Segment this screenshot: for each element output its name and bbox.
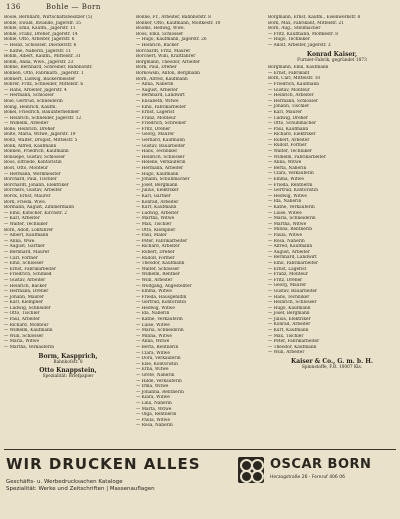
directory-entry: — Bernhard, Landwirt [268, 255, 317, 261]
directory-entry: — Minna, Witwe [136, 333, 172, 339]
directory-entry: — Hermann, Werkmeister [4, 171, 61, 177]
directory-entry: — Grete, Näherin [136, 373, 175, 378]
directory-entry: — Anna, Witwe [136, 339, 170, 345]
directory-entry: — Rudolf, Former [136, 255, 175, 261]
directory-entry: Boing, Heinrich, Kaufm. [4, 104, 57, 110]
directory-entry: Borchardt, Fritz, Maurer [136, 48, 191, 54]
directory-entry: — Anna, Wwe. [4, 238, 36, 244]
directory-entry: — Rudolf, Former [268, 143, 307, 149]
directory-entry: — Carl, Former [4, 255, 38, 261]
ad-block-subtitle: Spinnstoffe, F.R. 10007 Kls. [301, 365, 363, 371]
directory-entry: Boot, Otto, Monteur [4, 166, 48, 172]
directory-entry: — Ernst, Lagerist [268, 266, 307, 272]
directory-entry: — Friedrich, Schmied [4, 272, 52, 278]
directory-entry: Boos, Elfriede, Kontoristin [4, 160, 62, 166]
directory-entry: Bokel, Friedrich, Bauunternehmer [4, 110, 80, 116]
directory-entry: — Johann, Maurer [4, 294, 44, 300]
directory-entry: — Ludwig, Arbeiter [136, 210, 179, 216]
directory-entry: Böhm, Anna, Wwe., Jägerstr. 23 [4, 59, 74, 65]
directory-entry: — Friedrich, Kaufmann [268, 81, 320, 87]
directory-entry: Borchers, Gustav, Arbeiter [4, 188, 62, 194]
directory-entry: — Robert, Arbeiter [268, 137, 310, 143]
directory-entry: — Erna, Witwe [136, 367, 169, 373]
directory-entry: — Hans, Arbeiter, Jägerstr. 4 [4, 87, 67, 93]
directory-entry: — Gertrud, Kontoristin [268, 188, 318, 194]
directory-entry: — Fritz, Kaufmann, Moltkestr. 8 [268, 31, 339, 37]
directory-entry: Borgmann, Ernst, Kaufm., Eisenwerkstr. 8 [268, 15, 361, 20]
directory-entry: — Ludwig, Dreher [268, 115, 308, 121]
directory-entry: — Else, Kontoristin [136, 361, 178, 367]
directory-entry: — Emil, Kutscher, Kirchstr. 2 [4, 210, 67, 216]
column-2 [136, 15, 264, 443]
ad-block-kaiser [268, 51, 396, 64]
directory-entry: Bolte, Maria, Witwe, Jägerstr. 19 [4, 132, 76, 138]
directory-entry: — Ludwig, Schneider [4, 305, 51, 311]
directory-entry: — Heinz, Schlosser, Dieckerstr. 6 [4, 42, 77, 48]
directory-entry: — Johann, Tischler [268, 104, 310, 110]
directory-entry: Bonnen, Friedrich, Kaufmann [4, 149, 69, 155]
directory-entry: Born, Adolf, Lokführer [4, 227, 54, 233]
directory-entry: — Dora, Verkäuferin [136, 356, 181, 362]
directory-entry: — Ida, Näherin [268, 199, 302, 205]
directory-entry: Born, Aug., Stellmacher [268, 26, 321, 32]
directory-entry: — Hedwig, Witwe [136, 305, 175, 311]
directory-entry: — Willi, Arbeiter [136, 277, 173, 283]
directory-entry: — Rosa, Näherin [268, 238, 305, 244]
directory-entry: Bohle, Otto, Arbeiter, Jägerstr. 6 [4, 37, 75, 43]
directory-entry: — Käthe, Verkäuferin [136, 317, 183, 323]
directory-entry: Boie, Gertrud, Schneiderin [4, 98, 63, 104]
running-title: Bohle — Born [46, 3, 101, 11]
directory-entry: — Paula, Witwe [268, 232, 303, 238]
directory-entry: Borgmann, Theodor, Arbeiter [136, 59, 201, 65]
directory-entry: Bohle, Ewald, Invalide, Jägerstr. 35 [4, 20, 81, 26]
directory-entry: — Emil, Schlosser [4, 261, 44, 267]
directory-entry: — Berta, Rentnerin [136, 345, 179, 351]
ad-block-kaiser-co [268, 358, 396, 371]
directory-entry: — Anna, Näherin [136, 82, 174, 88]
directory-entry: — Ernst, Lagerist [136, 110, 175, 116]
directory-entry: Born, Alfred, Kaufmann [136, 76, 188, 82]
directory-entry: Borchardt, Johann, Elektriker [4, 182, 69, 188]
advertisement-printing [6, 455, 234, 493]
directory-entry: Bohnen, Otto, Fabrikarb., Jägerstr. 1 [4, 70, 84, 76]
directory-entry: — Kurt, Kaufmann [136, 205, 177, 211]
directory-entry: — Hugo, Kaufmann [268, 305, 311, 311]
directory-entry: — Käthe, Näherin, Jägerstr. 11 [4, 48, 72, 54]
directory-entry: — Gustav, Arbeiter [4, 277, 46, 283]
directory-entry: Bonsiepe, Gustav, Schlosser [4, 154, 66, 160]
directory-entry: — Gerhard, Kaufmann [136, 138, 185, 144]
directory-entry: — Max, Tischler [268, 333, 304, 339]
directory-entry: — Emil, Fabrikarbeiter [136, 104, 186, 110]
directory-entry: — Klara, Witwe [136, 395, 170, 401]
directory-entry: — August, Arbeiter [268, 249, 310, 255]
directory-entry: — Heinrich, Arbeiter [268, 93, 314, 99]
directory-entry: — Ernst, Fabrikant [268, 70, 310, 76]
directory-entry: — Paul, Maler [136, 233, 167, 239]
directory-entry: — Hans, Techniker [268, 294, 310, 300]
directory-entry: Boltz, Walter, Drogist, Mittelstr. 5 [4, 138, 78, 144]
directory-entry: — Friedrich, Schreiner [136, 121, 187, 127]
ad-block-title: Borm, Kaspprich, [38, 352, 98, 360]
page-header [6, 3, 394, 15]
directory-entry: — Adolf, Arbeiter, Jägerstr. 3 [268, 42, 331, 48]
directory-entry: — Wilhelm, Rentner [136, 272, 180, 278]
directory-entry: Boos, Emil, Schlosser [136, 31, 184, 37]
directory-entry: — Willi, Schlosser [4, 333, 44, 339]
directory-entry: — Rosa, Näherin [136, 423, 173, 429]
directory-entry: — Elisabeth, Witwe [136, 98, 179, 104]
directory-entry: — Paula, Witwe [136, 417, 171, 423]
directory-entry: — Martha, Witwe [136, 216, 175, 222]
directory-entry: — Wilhelm, Kaufmann [4, 328, 53, 334]
directory-entry: — Julius, Elektriker [136, 188, 179, 194]
ad-line: Spezialität: Werke und Zeitschriften | Massenauflagen [6, 486, 155, 492]
directory-entry: — Konrad, Arbeiter [136, 199, 179, 205]
directory-entry: — Karl, Arbeiter [4, 216, 40, 222]
directory-entry: — Minna, Rentnerin [268, 227, 313, 233]
directory-entry: — Hugo, Techniker [268, 37, 310, 43]
directory-entry: — Heinrich, Schlosser [136, 154, 185, 160]
directory-entry: — Max, Tischler [136, 221, 172, 227]
directory-entry: Borchard, Paul, Tischler [4, 177, 57, 183]
directory-entry: Bormann, August, Zimmermann [4, 205, 75, 211]
directory-entry: — Emma, Witwe [136, 289, 172, 295]
directory-entry: — Georg, Maurer [136, 132, 175, 138]
directory-entry: — Hermann, Schlosser [4, 93, 54, 99]
directory-entry: Bohrer, Fritz, Schneider, Mittelstr. 6 [4, 82, 84, 88]
directory-entry: Bolle, Heinrich, Dreher [4, 126, 55, 132]
directory-entry: — Johann, Schuhmacher [136, 177, 190, 183]
directory-entry: — Olga, Rentnerin [136, 412, 177, 418]
ad-block-subtitle: Spezialität: Briefpapier [42, 374, 94, 380]
column-3 [268, 15, 396, 443]
directory-entry: — Theodor, Kaufmann [268, 344, 317, 350]
directory-entry: — Maria, Witwe [4, 339, 40, 345]
directory-entry: — Paul, Kaufmann [268, 126, 309, 132]
ad-block-title: Otto Knappstein, [39, 367, 97, 375]
ad-subline: Herzogstraße 26 · Fernruf 406 06 [270, 475, 345, 480]
directory-entry: — August, Arbeiter [136, 87, 178, 93]
directory-entry: — Maria, Schneiderin [136, 328, 184, 334]
directory-entry: — Peter, Fabrikarbeiter [268, 339, 320, 345]
directory-entry: Bork, Paul, Dreher [136, 65, 177, 71]
directory-entry: — Gustav, Bauarbeiter [268, 288, 318, 294]
directory-entry: — Hugo, Kaufmann [136, 171, 179, 177]
directory-entry: — Albert, Kaufmann [4, 233, 49, 239]
directory-entry: — Käthe, Verkäuferin [268, 205, 315, 210]
ad-block-subtitle: Furnier-Fabrik, gegründet 1873 [297, 57, 367, 63]
column-1 [4, 15, 132, 443]
printer-logo-icon [238, 457, 264, 483]
ad-block-title: Kaiser & Co., G. m. b. H. [290, 358, 374, 366]
directory-entry: — August, Gärtner [4, 244, 45, 250]
directory-entry: — Wilhelm, Fabrikarbeiter [268, 154, 326, 160]
directory-entry: — Wilhelm, Arbeiter [4, 121, 49, 127]
directory-entry: — Maria, Schneiderin [268, 216, 316, 222]
directory-entry: — Konrad, Arbeiter [268, 322, 311, 328]
directory-entry: — Franz, Monteur [136, 115, 176, 121]
directory-entry: — Berta, Näherin [268, 165, 307, 171]
directory-entry: — Walter, Techniker [268, 149, 312, 155]
directory-entry: Borkowski, Anton, Bergmann [136, 70, 200, 76]
directory-entry: — Richard, Elektriker [268, 132, 316, 138]
directory-entry: — Gertrud, Kontoristin [136, 300, 186, 306]
directory-entry: — Ida, Näherin [136, 311, 170, 317]
directory-entry: — Helene, Verkäuferin [136, 160, 186, 166]
directory-entry: — Robert, Dreher [136, 249, 175, 255]
page-number: 136 [6, 3, 21, 11]
advertisement-oscar-born [270, 457, 394, 480]
directory-entry: Bohle, Emil, Kaufm., Jägerstr. 11 [4, 26, 76, 32]
directory-entry: — Franz, Monteur [268, 272, 308, 278]
directory-entry: — Clara, Witwe [136, 350, 170, 356]
directory-entry: — Willi, Arbeiter [268, 350, 305, 356]
directory-entry: — Josef, Bergmann [136, 182, 178, 188]
directory-entry: Bohle, Franz, Dreher, Jägerstr. 14 [4, 31, 78, 37]
directory-entry: — Irma, Witwe [136, 384, 169, 390]
directory-entry: Bork, Frieda, Wwe. [4, 199, 47, 205]
directory-entry: — Gustav, Monteur [268, 87, 310, 93]
directory-entry: — Emil, Fabrikarbeiter [268, 260, 318, 266]
directory-entry: — Fritz, Dreher [268, 277, 303, 283]
directory-entry: — Otto, Tischler [4, 311, 40, 317]
directory-entry: Booms, Hedwig, Wwe. [136, 26, 185, 32]
directory-entry: — Gustav, Bauarbeiter [136, 143, 186, 149]
directory-entry: — Theodor, Kaufmann [136, 261, 185, 267]
directory-entry: Borck, Ernst, Maurer [4, 194, 51, 199]
directory-entry: — Emma, Witwe [268, 177, 304, 183]
directory-entry: — Ernst, Fabrikarbeiter [4, 266, 56, 272]
directory-entry: — Hugo, Kaufmann, Jägerstr. 26 [136, 37, 207, 43]
directory-entry: — Heinrich, Schlosser [268, 300, 317, 306]
directory-entry: Bonk, Alfred, Kaufmann [4, 143, 57, 149]
directory-entry: — Alfred, Kaufmann [268, 244, 313, 250]
ad-headline: WIR DRUCKEN ALLES [6, 455, 201, 473]
directory-entry: — Frieda, Rentnerin [268, 182, 313, 188]
directory-entry: — Clara, Verkäuferin [268, 171, 314, 177]
directory-entry: Born, Carl, Mittelstr. 10 [268, 76, 321, 82]
directory-entry: Bork, Max, Fabrikant, Mittelstr. 21 [268, 20, 344, 26]
directory-entry: Bonne, Fr., Arbeiter, Bahnhofstr. 8 [136, 15, 211, 20]
directory-entry: Bohnert, Ludwig, Bäckermeister [4, 76, 76, 82]
directory-entry: — Karl, Gärtner [136, 194, 171, 199]
directory-entry: — Marta, Witwe [136, 406, 172, 412]
directory-entry: — Otto, Klempner [136, 227, 176, 233]
directory-entry: — Lina, Näherin [136, 400, 172, 406]
directory-entry: — Hedwig, Witwe [268, 193, 307, 199]
directory-entry: — Georg, Maurer [268, 283, 307, 289]
directory-entry: — Hermann, Schlosser [268, 98, 318, 104]
divider-rule [4, 449, 396, 450]
ad-block-title: Konrad Kaiser, [306, 50, 358, 58]
directory-entry: — Hilde, Verkäuferin [136, 378, 182, 384]
directory-entry: — Hermann, Dreher [4, 289, 49, 295]
directory-entry: — Luise, Witwe [136, 322, 170, 328]
ad-block-subtitle: Bahnhofstr. 8 [53, 359, 83, 365]
directory-entry: — Richard, Arbeiter [136, 244, 180, 250]
directory-entry: — Otto, Schuhmacher [268, 121, 317, 127]
directory-entry: — Josef, Bergmann [268, 311, 310, 317]
directory-entry: — Anna, Witwe [268, 160, 302, 166]
directory-entry: — Fritz, Dreher [136, 126, 171, 132]
directory-entry: — Peter, Fabrikarbeiter [136, 238, 188, 244]
directory-entry: — Bernhard, Landwirt [136, 93, 185, 99]
ad-headline: OSCAR BORN [270, 457, 372, 472]
directory-entry: — Johanna, Rentnerin [136, 389, 184, 395]
ad-block-knappstein [4, 367, 132, 380]
directory-entry: — Paul, Arbeiter [4, 317, 40, 323]
directory-entry: — Julius, Elektriker [268, 316, 311, 322]
directory-entry: — Heinrich, Bäcker [4, 283, 47, 289]
directory-entry: — Frieda, Hausgehilfin [136, 294, 187, 300]
directory-entry: Borchert, Willi, Kraftfahrer [136, 54, 196, 60]
directory-entry: — Martha, Witwe [268, 221, 307, 227]
ad-line: Geschäfts- u. Werbedrucksachen Kataloge [6, 479, 123, 485]
directory-entry: — Karl, Klempner [4, 300, 43, 306]
directory-entry: — Hans, Techniker [136, 149, 178, 155]
directory-entry: — Kurt, Kaufmann [268, 328, 309, 334]
directory-entry: — Richard, Monteur [4, 322, 49, 328]
directory-entry: — Wolfgang, Angestellter [136, 283, 192, 289]
directory-entry: — Martha, Verkäuferin [4, 345, 55, 351]
directory-entry: Borgmann, Emil, Kaufmann [268, 65, 329, 71]
directory-entry: — Hermann, Arbeiter [136, 166, 184, 172]
directory-entry: — Walter, Techniker [4, 221, 48, 227]
directory-entry: Bonner, Otto, Kaufmann, Moltkestr. 10 [136, 20, 221, 26]
ad-block-kaspprich [4, 353, 132, 366]
directory-entry: — Heinrich, Schneider, Jägerstr. 12 [4, 115, 82, 121]
directory-entry: Boole, Bernhard, Wirtschaftsbesitzer (5) [4, 15, 93, 20]
directory-entry: — Walter, Schlosser [136, 266, 180, 272]
directory-entry: — Karl, Maurer [268, 109, 302, 115]
directory-entry: — Heinrich, Bäcker [136, 42, 179, 48]
directory-entry: Bohm, Albert, Kaufm., Mittelstr. 31 [4, 54, 81, 60]
directory-entry: Bohne, Bernhard, Schreiner, Bahnhofstr. [4, 65, 93, 71]
directory-entry: — Bernhard, Maurer [4, 249, 50, 255]
directory-entry: — Luise, Witwe [268, 210, 302, 216]
